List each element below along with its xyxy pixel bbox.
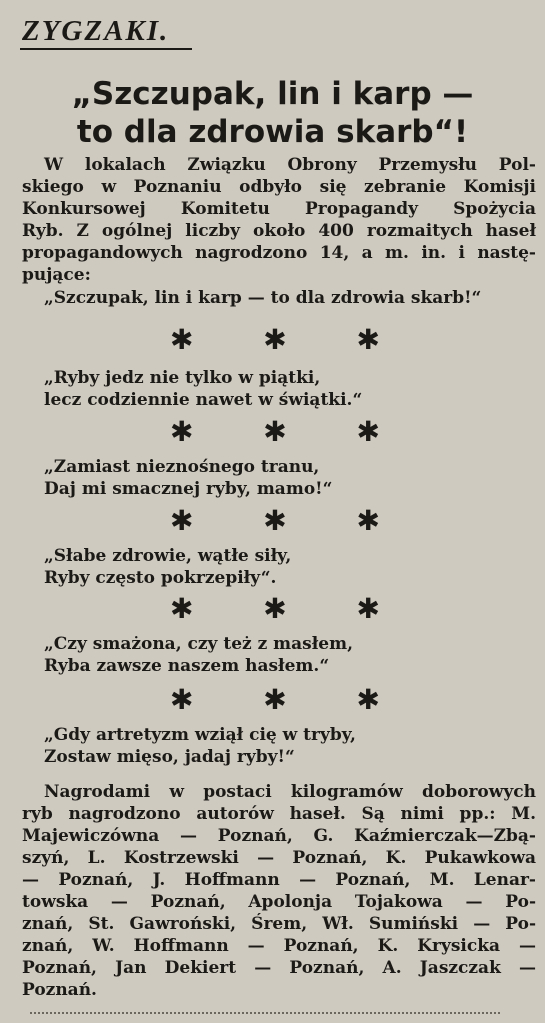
slogan-3-line-2: Daj mi smacznej ryby, mamo!“ [44,479,333,499]
section-label: ZYGZAKI. [22,15,170,47]
separator-stars-2 [170,415,380,448]
slogan-5-line-1: „Czy smażona, czy też z masłem, [44,634,353,654]
intro-line-4: Ryb. Z ogólnej liczby około 400 rozmaitych haseł [22,221,536,241]
slogan-3-line-1: „Zamiast nieznośnego tranu, [44,457,320,477]
closing-line-8: znań, W. Hoffmann — Poznań, K. Krysicka — [22,936,536,956]
star-icon: ✱ [263,323,287,356]
slogan-4-line-1: „Słabe zdrowie, wątłe siły, [44,546,292,566]
section-underline [20,48,192,50]
star-icon: ✱ [263,592,287,625]
star-icon: ✱ [356,323,380,356]
slogan-2-line-1: „Ryby jedz nie tylko w piątki, [44,368,321,388]
star-icon: ✱ [170,683,194,716]
closing-line-9: Poznań, Jan Dekiert — Poznań, A. Jaszczak — [22,958,536,978]
separator-stars-3 [170,504,380,537]
slogan-6-line-1: „Gdy artretyzm wziął cię w tryby, [44,725,356,745]
intro-line-6: pujące: [22,265,91,285]
closing-line-1: Nagrodami w postaci kilogramów doborowych [44,782,536,802]
intro-line-1: W lokalach Związku Obrony Przemysłu Pol- [44,155,536,175]
star-icon: ✱ [170,504,194,537]
slogan-4-line-2: Ryby często pokrzepiły“. [44,568,277,588]
star-icon: ✱ [263,504,287,537]
star-icon: ✱ [170,323,194,356]
intro-line-5: propagandowych nagrodzono 14, a m. in. i nastę- [22,243,536,263]
closing-line-3: Majewiczówna — Poznań, G. Kaźmierczak—Zbą- [22,826,536,846]
separator-stars-1 [170,323,380,356]
star-icon: ✱ [263,683,287,716]
closing-line-7: znań, St. Gawroński, Śrem, Wł. Sumiński — Po- [22,914,536,934]
headline-line-1: „Szczupak, lin i karp — [71,76,474,112]
star-icon: ✱ [356,504,380,537]
star-icon: ✱ [170,592,194,625]
slogan-2-line-2: lecz codziennie nawet w świątki.“ [44,390,363,410]
separator-stars-5 [170,683,380,716]
star-icon: ✱ [263,415,287,448]
slogan-1: „Szczupak, lin i karp — to dla zdrowia skarb!“ [44,288,482,308]
intro-line-2: skiego w Poznaniu odbyło się zebranie Komisji [22,177,536,197]
star-icon: ✱ [356,415,380,448]
closing-line-4: szyń, L. Kostrzewski — Poznań, K. Pukawkowa [22,848,536,868]
slogan-6-line-2: Zostaw mięso, jadaj ryby!“ [44,747,295,767]
intro-line-3: Konkursowej Komitetu Propagandy Spożycia [22,199,536,219]
closing-line-10: Poznań. [22,980,97,1000]
headline-line-2: to dla zdrowia skarb“! [76,114,469,150]
slogan-5-line-2: Ryba zawsze naszem hasłem.“ [44,656,330,676]
closing-line-5: — Poznań, J. Hoffmann — Poznań, M. Lenar- [22,870,536,890]
star-icon: ✱ [356,683,380,716]
star-icon: ✱ [356,592,380,625]
closing-line-6: towska — Poznań, Apolonja Tojakowa — Po- [22,892,536,912]
bottom-dotted-divider [30,1012,500,1014]
star-icon: ✱ [170,415,194,448]
separator-stars-4 [170,592,380,625]
closing-line-2: ryb nagrodzono autorów haseł. Są nimi pp.: M. [22,804,536,824]
